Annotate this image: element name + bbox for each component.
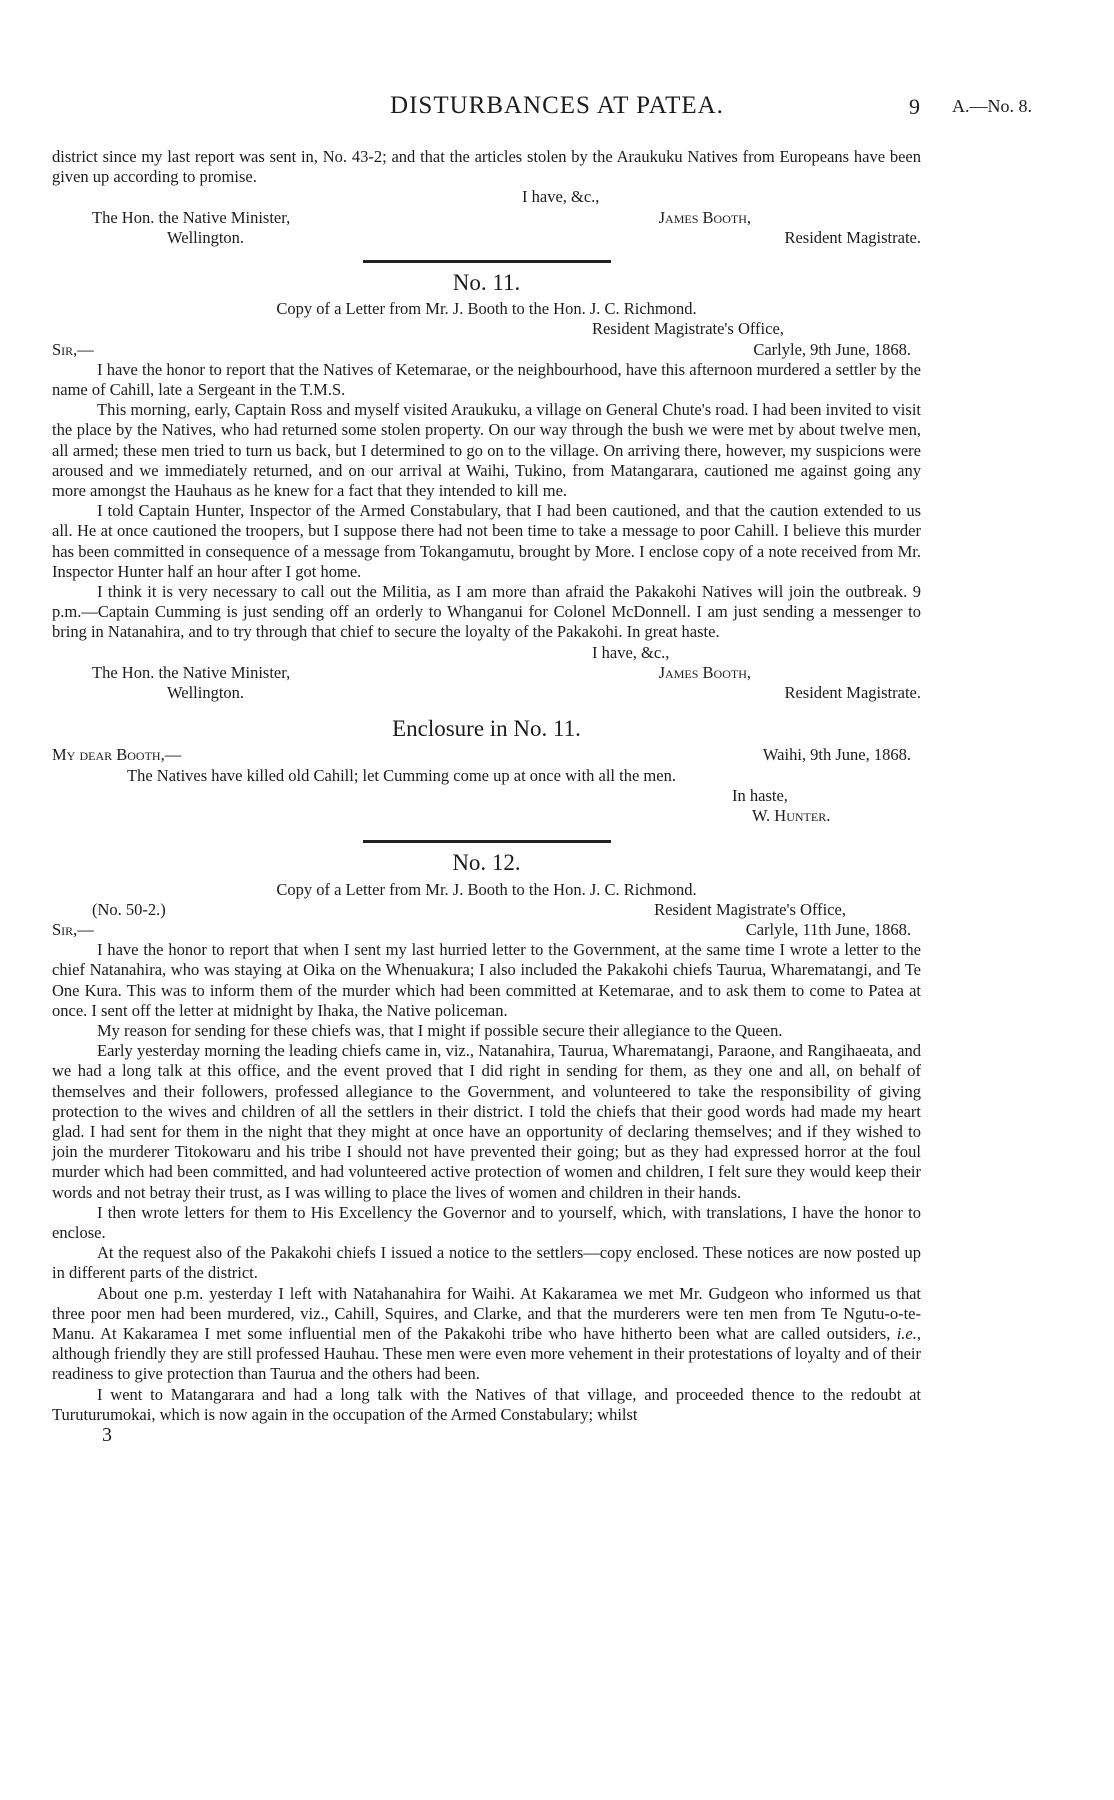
place-date: Carlyle, 9th June, 1868. <box>753 339 911 359</box>
paragraph: I told Captain Hunter, Inspector of the Armed Constabulary, that I had been cautioned, and that the caution extended to us all. He at once cautioned the troopers, but I suppose there had not been time to take a message to poor Cahill. I believe this murder has been committed in consequence of a message from Tokangamutu, brought by More. I enclose copy of a note received from Mr. Inspector Hunter half an hour after I got home. <box>52 501 921 581</box>
paragraph: I have the honor to report that when I sent my last hurried letter to the Government, at the same time I wrote a letter to the chief Natanahira, who was staying at Oika on the Whenuakura; I also included the Pakakohi chiefs Taurua, Wharematangi, and Te One Kura. This was to inform them of the murder which had been committed at Ketemarae, and to ask them to come to Patea at once. I sent off the letter at midnight by Ihaka, the Native policeman. <box>52 940 921 1020</box>
section-rule <box>363 260 611 263</box>
paragraph: I then wrote letters for them to His Excellency the Governor and to yourself, which, with translations, I have the honor to enclose. <box>52 1202 921 1242</box>
enclosure-signatory: W. Hunter. <box>752 806 831 826</box>
letter-ref: (No. 50-2.) <box>92 899 166 919</box>
paragraph: I have the honor to report that the Natives of Ketemarae, or the neighbourhood, have this afternoon murdered a settler by the name of Cahill, late a Sergeant in the T.M.S. <box>52 359 921 400</box>
salutation-row-no12 <box>52 920 921 940</box>
signature-row-1-no11 <box>52 663 921 683</box>
place-date: Carlyle, 11th June, 1868. <box>745 919 911 939</box>
letter-subtitle-no12: Copy of a Letter from Mr. J. Booth to the Hon. J. C. Richmond. <box>276 879 697 899</box>
paragraph: At the request also of the Pakakohi chiefs I issued a notice to the settlers—copy enclosed. These notices are now posted up in different parts of the district. <box>52 1243 921 1283</box>
running-title: DISTURBANCES AT PATEA. <box>390 92 724 119</box>
paragraph-part: , although friendly they are still professed Hauhau. These men were even more vehement in their protestations of loyalty and of their readiness to give protection than Taurua and the others had been. <box>52 1323 921 1384</box>
addressee-city: Wellington. <box>167 683 245 703</box>
page-number: 9 <box>909 94 920 119</box>
paragraph: My reason for sending for these chiefs was, that I might if possible secure their allegiance to the Queen. <box>97 1020 783 1040</box>
paragraph-italic: i.e. <box>896 1323 917 1343</box>
enclosure-closing: In haste, <box>732 785 788 805</box>
signatory-title: Resident Magistrate. <box>784 227 921 247</box>
paragraph: Early yesterday morning the leading chiefs came in, viz., Natanahira, Taurua, Wharematangi, Paraone, and Rangihaeata, and we had a long talk at this office, and the event proved that I did right in sending for them, as they one and all, on behalf of themselves and their followers, professed allegiance to the Government, and volunteered to take the responsibility of giving protection to the wives and children of all the settlers in their district. I told the chiefs that their good words had made my heart glad. I had sent for them in the night that they might at once have an opportunity of declaring themselves; and if they wished to join the murderer Titokowaru and his tribe I should not have prevented their going; but as they had expressed horror at the foul murder which had been committed, and had volunteered active protection of women and children, I felt sure they would keep their words and not betray their trust, as I was willing to place the lives of women and children in their hands. <box>52 1041 921 1202</box>
place-date: Waihi, 9th June, 1868. <box>762 745 911 765</box>
paragraph <box>52 1284 921 1385</box>
signatory: James Booth, <box>658 207 751 227</box>
addressee: The Hon. the Native Minister, <box>92 662 291 682</box>
signatory-title: Resident Magistrate. <box>784 683 921 703</box>
carryover-signature-row-2 <box>52 228 921 248</box>
enclosure-salutation-row <box>52 745 921 765</box>
ref-row-no12 <box>52 900 921 920</box>
letter-office-no12: Resident Magistrate's Office, <box>654 899 846 919</box>
addressee-city: Wellington. <box>167 227 245 247</box>
paragraph: I went to Matangarara and had a long talk with the Natives of that village, and proceeded thence to the redoubt at Turuturumokai, which is now again in the occupation of the Armed Constabulary; whilst <box>52 1384 921 1424</box>
enclosure-heading: Enclosure in No. 11. <box>392 716 581 742</box>
carryover-closing: I have, &c., <box>522 187 600 207</box>
addressee: The Hon. the Native Minister, <box>92 207 291 227</box>
letter-subtitle-no11: Copy of a Letter from Mr. J. Booth to the Hon. J. C. Richmond. <box>276 299 697 319</box>
body-column <box>52 147 921 1445</box>
signatory: James Booth, <box>658 662 751 682</box>
letter-heading-no12: No. 12. <box>452 850 521 876</box>
letter-heading-no11: No. 11. <box>452 270 521 296</box>
enclosure-text: The Natives have killed old Cahill; let Cumming come up at once with all the men. <box>127 765 676 785</box>
paragraph: This morning, early, Captain Ross and myself visited Araukuku, a village on General Chute's road. I had been invited to visit the place by the Natives, who had returned some stolen property. On our way through the bush we were met by about twelve men, all armed; these men tried to turn us back, but I determined to go on to the village. On arriving there, however, my suspicions were aroused and we immediately returned, and on our arrival at Waihi, Tukino, from Matangarara, cautioned me against going any more amongst the Hauhaus as he knew for a fact that they intended to kill me. <box>52 400 921 501</box>
parliamentary-reference: A.—No. 8. <box>952 96 1032 116</box>
salutation: Sir,— <box>52 339 94 359</box>
salutation: My dear Booth,— <box>52 745 182 765</box>
signature-mark: 3 <box>102 1423 112 1446</box>
salutation-row-no11 <box>52 340 921 360</box>
salutation: Sir,— <box>52 919 94 939</box>
letter-closing-no11: I have, &c., <box>592 642 670 662</box>
signature-row-2-no11 <box>52 683 921 703</box>
carryover-signature-row-1 <box>52 208 921 228</box>
carryover-text: district since my last report was sent in, No. 43-2; and that the articles stolen by the Araukuku Natives from Europeans have been given up according to promise. <box>52 147 921 187</box>
letter-office-no11: Resident Magistrate's Office, <box>592 319 784 339</box>
paragraph-part: About one p.m. yesterday I left with Natahanahira for Waihi. At Kakaramea we met Mr. Gudgeon who informed us that three poor men had been murdered, viz., Cahill, Squires, and Clarke, and that the murderers were ten men from Te Ngutu-o-te-Manu. At Kakaramea I met some influential men of the Pakakohi tribe who have hitherto been what are called outsiders, <box>52 1283 921 1343</box>
paragraph: I think it is very necessary to call out the Militia, as I am more than afraid the Pakakohi Natives will join the outbreak. 9 p.m.—Captain Cumming is just sending off an orderly to Whanganui for Colonel McDonnell. I am just sending a messenger to bring in Natanahira, and to try through that chief to secure the loyalty of the Pakakohi. In great haste. <box>52 582 921 642</box>
section-rule <box>363 840 611 843</box>
